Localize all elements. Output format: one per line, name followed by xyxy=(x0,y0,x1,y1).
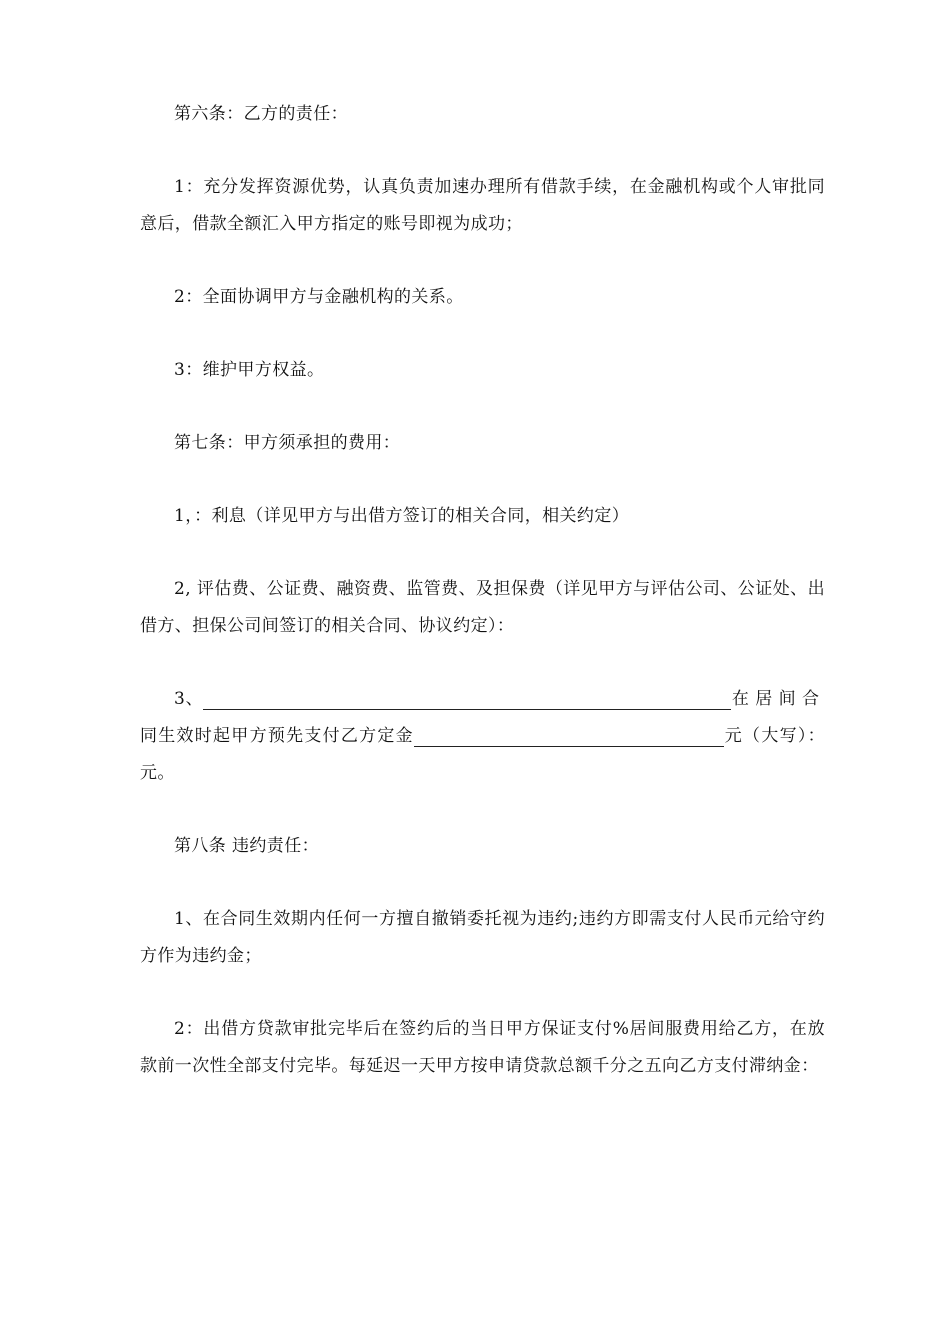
article-8-item-2: 2：出借方贷款审批完毕后在签约后的当日甲方保证支付%居间服费用给乙方，在放款前一次性全部支付完毕。每延迟一天甲方按申请贷款总额千分之五向乙方支付滞纳金： xyxy=(140,1019,825,1076)
article-6-item-1: 1：充分发挥资源优势，认真负责加速办理所有借款手续，在金融机构或个人审批同意后，借款全额汇入甲方指定的账号即视为成功； xyxy=(140,177,825,234)
article-7-item-3 xyxy=(140,681,825,792)
article-7-item-3-mid1: 在居间合 xyxy=(731,689,826,709)
article-8-heading: 第八条 违约责任： xyxy=(174,836,320,856)
article-6-heading: 第六条：乙方的责任： xyxy=(174,104,348,124)
contract-body xyxy=(140,96,825,1085)
article-7-item-3-mid2: 同生效时起甲方预先支付乙方定金 xyxy=(140,726,414,746)
article-7-item-2: 2, 评估费、公证费、融资费、监管费、及担保费（详见甲方与评估公司、公证处、出借方、担保公司间签订的相关合同、协议约定）： xyxy=(140,579,825,636)
article-6-item-3: 3：维护甲方权益。 xyxy=(174,360,325,380)
article-7-item-1: 1，：利息（详见甲方与出借方签订的相关合同，相关约定） xyxy=(174,506,630,526)
article-7-heading: 第七条：甲方须承担的费用： xyxy=(174,433,401,453)
article-8-item-1: 1、在合同生效期内任何一方擅自撤销委托视为违约;违约方即需支付人民币元给守约方作为违约金； xyxy=(140,909,825,966)
blank-line-1 xyxy=(203,687,731,710)
article-7-item-3-prefix: 3、 xyxy=(174,689,204,709)
article-6-item-2: 2：全面协调甲方与金融机构的关系。 xyxy=(174,287,464,307)
article-7-item-3-suffix: 元（大写）：元。 xyxy=(140,726,826,783)
blank-line-2 xyxy=(414,724,724,747)
